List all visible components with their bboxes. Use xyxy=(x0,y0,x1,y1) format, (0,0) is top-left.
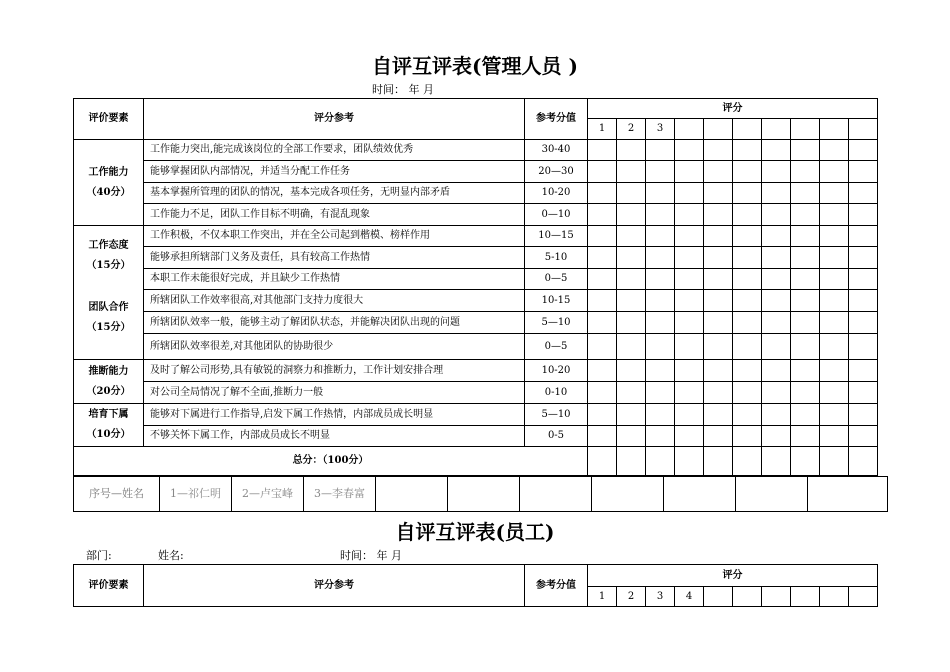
form1-time-label: 时间： 年 月 xyxy=(372,83,434,96)
rating-cell[interactable] xyxy=(704,119,733,140)
category-attitude-teamwork xyxy=(74,226,144,360)
form2-title: 自评互评表(员工) xyxy=(395,520,555,544)
rating-number: 2 xyxy=(617,119,646,140)
name-cell[interactable] xyxy=(664,477,736,512)
criteria-score: 0—10 xyxy=(525,204,588,226)
category-name: 培育下属 xyxy=(88,409,129,420)
criteria-score: 0—5 xyxy=(525,334,588,360)
category-points: （20分） xyxy=(86,385,131,397)
criteria-text: 工作能力不足，团队工作目标不明确，有混乱现象 xyxy=(144,204,525,226)
rating-number: 4 xyxy=(675,587,704,607)
criteria-score: 0-10 xyxy=(525,382,588,404)
name-cell[interactable] xyxy=(448,477,520,512)
employee-name: 3—李春富 xyxy=(304,477,376,512)
criteria-text: 工作能力突出,能完成该岗位的全部工作要求，团队绩效优秀 xyxy=(144,140,525,161)
category-subordinates xyxy=(74,404,144,447)
criteria-text: 本职工作未能很好完成，并且缺少工作热情 xyxy=(144,269,525,290)
header-item: 评价要素 xyxy=(74,565,144,607)
dept-label: 部门: xyxy=(86,549,112,562)
criteria-text: 基本掌握所管理的团队的情况，基本完成各项任务，无明显内部矛盾 xyxy=(144,183,525,204)
rating-number: 3 xyxy=(646,587,675,607)
name-label: 姓名: xyxy=(158,549,184,562)
criteria-text: 能够承担所辖部门义务及责任，具有较高工作热情 xyxy=(144,247,525,269)
criteria-score: 10-20 xyxy=(525,183,588,204)
rating-number: 1 xyxy=(588,587,617,607)
rating-cell[interactable] xyxy=(791,119,820,140)
rating-cell[interactable] xyxy=(762,587,791,607)
rating-number: 2 xyxy=(617,587,646,607)
category-name: 推断能力 xyxy=(88,365,129,377)
criteria-text: 能够对下属进行工作指导,启发下属工作热情，内部成员成长明显 xyxy=(144,404,525,426)
criteria-score: 20—30 xyxy=(525,161,588,183)
criteria-score: 0—5 xyxy=(525,269,588,290)
name-cell[interactable] xyxy=(736,477,808,512)
criteria-score: 0-5 xyxy=(525,426,588,447)
criteria-score: 10—15 xyxy=(525,226,588,247)
form1-title: 自评互评表(管理人员 ) xyxy=(372,54,578,78)
rating-cell[interactable] xyxy=(733,119,762,140)
rating-cell[interactable] xyxy=(849,119,878,140)
category-points: （15分） xyxy=(86,260,131,271)
header-score: 参考分值 xyxy=(525,99,588,140)
rating-cell[interactable] xyxy=(849,587,878,607)
category-points: （40分） xyxy=(86,186,131,198)
total-score-label: 总分：（100分） xyxy=(74,447,588,476)
form2-time-label: 时间： 年 月 xyxy=(340,549,402,562)
rating-number: 1 xyxy=(588,119,617,140)
criteria-text: 工作积极，不仅本职工作突出，并在全公司起到楷模、榜样作用 xyxy=(144,226,525,247)
category-points: （15分） xyxy=(86,322,131,333)
category-name: 工作态度 xyxy=(88,240,129,251)
total-cell[interactable] xyxy=(588,447,617,476)
criteria-score: 10-20 xyxy=(525,360,588,382)
rating-number: 3 xyxy=(646,119,675,140)
header-reference: 评分参考 xyxy=(144,565,525,607)
name-row-label: 序号—姓名 xyxy=(74,477,160,512)
employee-name: 2—卢宝峰 xyxy=(232,477,304,512)
category-work-ability xyxy=(74,140,144,226)
header-score: 参考分值 xyxy=(525,565,588,607)
criteria-score: 30-40 xyxy=(525,140,588,161)
criteria-text: 所辖团队效率很差,对其他团队的协助很少 xyxy=(144,334,525,360)
form1-table xyxy=(73,98,878,476)
rating-cell[interactable] xyxy=(820,587,849,607)
criteria-text: 能够掌握团队内部情况，并适当分配工作任务 xyxy=(144,161,525,183)
rating-cell[interactable] xyxy=(820,119,849,140)
criteria-text: 所辖团队工作效率很高,对其他部门支持力度很大 xyxy=(144,290,525,312)
criteria-score: 5—10 xyxy=(525,312,588,334)
category-points: （10分） xyxy=(86,429,131,440)
criteria-score: 5-10 xyxy=(525,247,588,269)
criteria-text: 不够关怀下属工作，内部成员成长不明显 xyxy=(144,426,525,447)
name-cell[interactable] xyxy=(592,477,664,512)
form2-table xyxy=(73,564,878,607)
name-cell[interactable] xyxy=(808,477,888,512)
header-rating: 评分 xyxy=(588,99,878,119)
category-name: 工作能力 xyxy=(88,166,129,178)
header-reference: 评分参考 xyxy=(144,99,525,140)
rating-cell[interactable] xyxy=(733,587,762,607)
criteria-text: 对公司全局情况了解不全面,推断力一般 xyxy=(144,382,525,404)
category-judgment xyxy=(74,360,144,404)
criteria-score: 10-15 xyxy=(525,290,588,312)
header-item: 评价要素 xyxy=(74,99,144,140)
rating-cell[interactable] xyxy=(791,587,820,607)
name-cell[interactable] xyxy=(376,477,448,512)
rating-cell[interactable] xyxy=(675,119,704,140)
name-row-table xyxy=(73,476,888,512)
category-name: 团队合作 xyxy=(88,302,129,313)
criteria-text: 及时了解公司形势,具有敏锐的洞察力和推断力，工作计划安排合理 xyxy=(144,360,525,382)
rating-cell[interactable] xyxy=(762,119,791,140)
header-rating: 评分 xyxy=(588,565,878,587)
rating-cell[interactable] xyxy=(704,587,733,607)
criteria-score: 5—10 xyxy=(525,404,588,426)
name-cell[interactable] xyxy=(520,477,592,512)
criteria-text: 所辖团队效率一般，能够主动了解团队状态，并能解决团队出现的问题 xyxy=(144,312,525,334)
employee-name: 1—祁仁明 xyxy=(160,477,232,512)
